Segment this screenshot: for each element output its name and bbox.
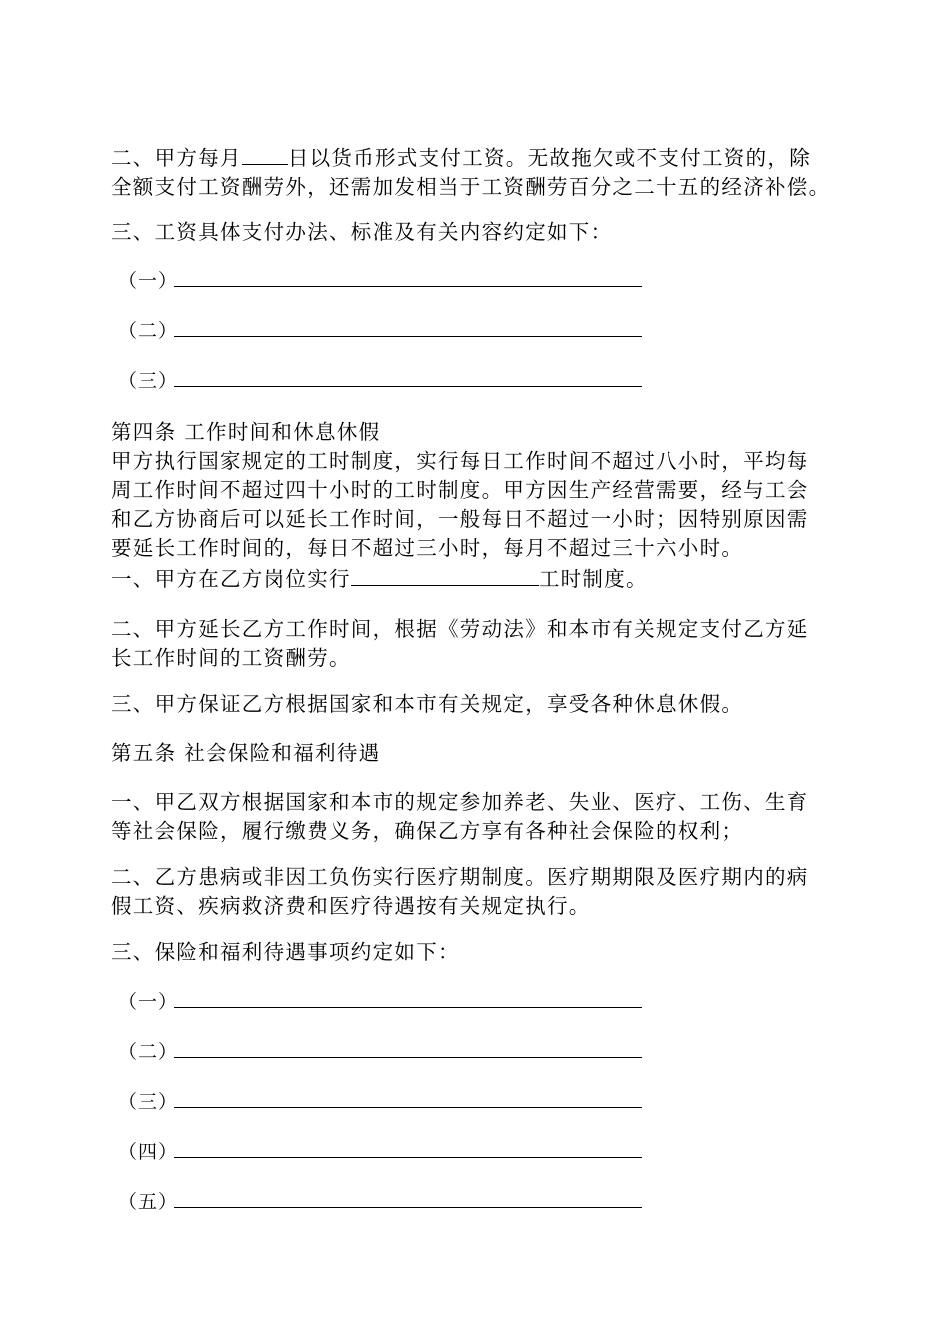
fill-blank[interactable]	[174, 266, 642, 287]
pay-day-blank[interactable]	[242, 146, 288, 165]
article-5-clause-1	[111, 788, 841, 846]
article-4-intro-line: 和乙方协商后可以延长工作时间，一般每日不超过一小时；因特别原因需	[111, 507, 809, 531]
article-5-clause-2	[111, 863, 841, 921]
fill-label: （一）	[118, 270, 179, 292]
fill-blank[interactable]	[174, 1187, 642, 1208]
wage-clause-2-mid: 日以货币形式支付工资。无故拖欠或不支付工资的，除	[287, 146, 812, 170]
article-4-intro-line: 甲方执行国家规定的工时制度，实行每日工作时间不超过八小时，平均每	[111, 449, 809, 473]
article-5-clause-1-line: 一、甲乙双方根据国家和本市的规定参加养老、失业、医疗、工伤、生育	[111, 790, 809, 814]
benefit-fill-row-2	[118, 1037, 642, 1067]
article-5-clause-2-line: 假工资、疾病救济费和医疗待遇按有关规定执行。	[111, 894, 591, 918]
fill-blank[interactable]	[174, 316, 642, 337]
article-4-block	[111, 418, 841, 563]
fill-blank[interactable]	[174, 1137, 642, 1158]
fill-label: （四）	[118, 1141, 179, 1163]
wage-fill-row-2	[118, 316, 642, 346]
article-5-clause-1-line: 等社会保险，履行缴费义务，确保乙方享有各种社会保险的权利；	[111, 819, 744, 843]
wage-fill-row-1	[118, 266, 642, 296]
article-5-clause-3: 三、保险和福利待遇事项约定如下：	[111, 940, 460, 964]
fill-blank[interactable]	[174, 1037, 642, 1058]
wage-clause-2-end: 全额支付工资酬劳外，还需加发相当于工资酬劳百分之二十五的经济补偿。	[111, 175, 831, 199]
wage-clause-2	[111, 144, 841, 202]
wage-clause-3: 三、工资具体支付办法、标准及有关内容约定如下：	[111, 220, 613, 244]
article-4-clause-3: 三、甲方保证乙方根据国家和本市有关规定，享受各种休息休假。	[111, 692, 744, 716]
fill-label: （三）	[118, 1091, 179, 1113]
article-5-clause-2-line: 二、乙方患病或非因工负伤实行医疗期制度。医疗期期限及医疗期内的病	[111, 865, 809, 889]
fill-blank[interactable]	[174, 1087, 642, 1108]
article-4-clause-1	[111, 565, 841, 594]
article-4-clause-2-line: 二、甲方延长乙方工作时间，根据《劳动法》和本市有关规定支付乙方延	[111, 617, 809, 641]
benefit-fill-row-5	[118, 1187, 642, 1217]
fill-blank[interactable]	[174, 366, 642, 387]
fill-label: （二）	[118, 1041, 179, 1063]
benefit-fill-row-1	[118, 987, 642, 1017]
fill-label: （一）	[118, 991, 179, 1013]
clause-1-end: 工时制度。	[538, 567, 648, 591]
fill-label: （二）	[118, 320, 179, 342]
clause-1-start: 一、甲方在乙方岗位实行	[111, 567, 351, 591]
fill-label: （三）	[118, 370, 179, 392]
benefit-fill-row-3	[118, 1087, 642, 1117]
article-4-clause-2-line: 长工作时间的工资酬劳。	[111, 646, 351, 670]
article-4-title: 第四条 工作时间和休息休假	[111, 420, 381, 444]
article-4-clause-2	[111, 615, 841, 673]
fill-blank[interactable]	[174, 987, 642, 1008]
wage-clause-2-start: 二、甲方每月	[111, 146, 242, 170]
wage-fill-row-3	[118, 366, 642, 396]
fill-label: （五）	[118, 1191, 179, 1213]
article-5-title: 第五条 社会保险和福利待遇	[111, 741, 381, 765]
benefit-fill-row-4	[118, 1137, 642, 1167]
work-hours-system-blank[interactable]	[351, 567, 539, 586]
article-4-intro-line: 要延长工作时间的，每日不超过三小时，每月不超过三十六小时。	[111, 536, 744, 560]
article-4-intro-line: 周工作时间不超过四十小时的工时制度。甲方因生产经营需要，经与工会	[111, 478, 809, 502]
